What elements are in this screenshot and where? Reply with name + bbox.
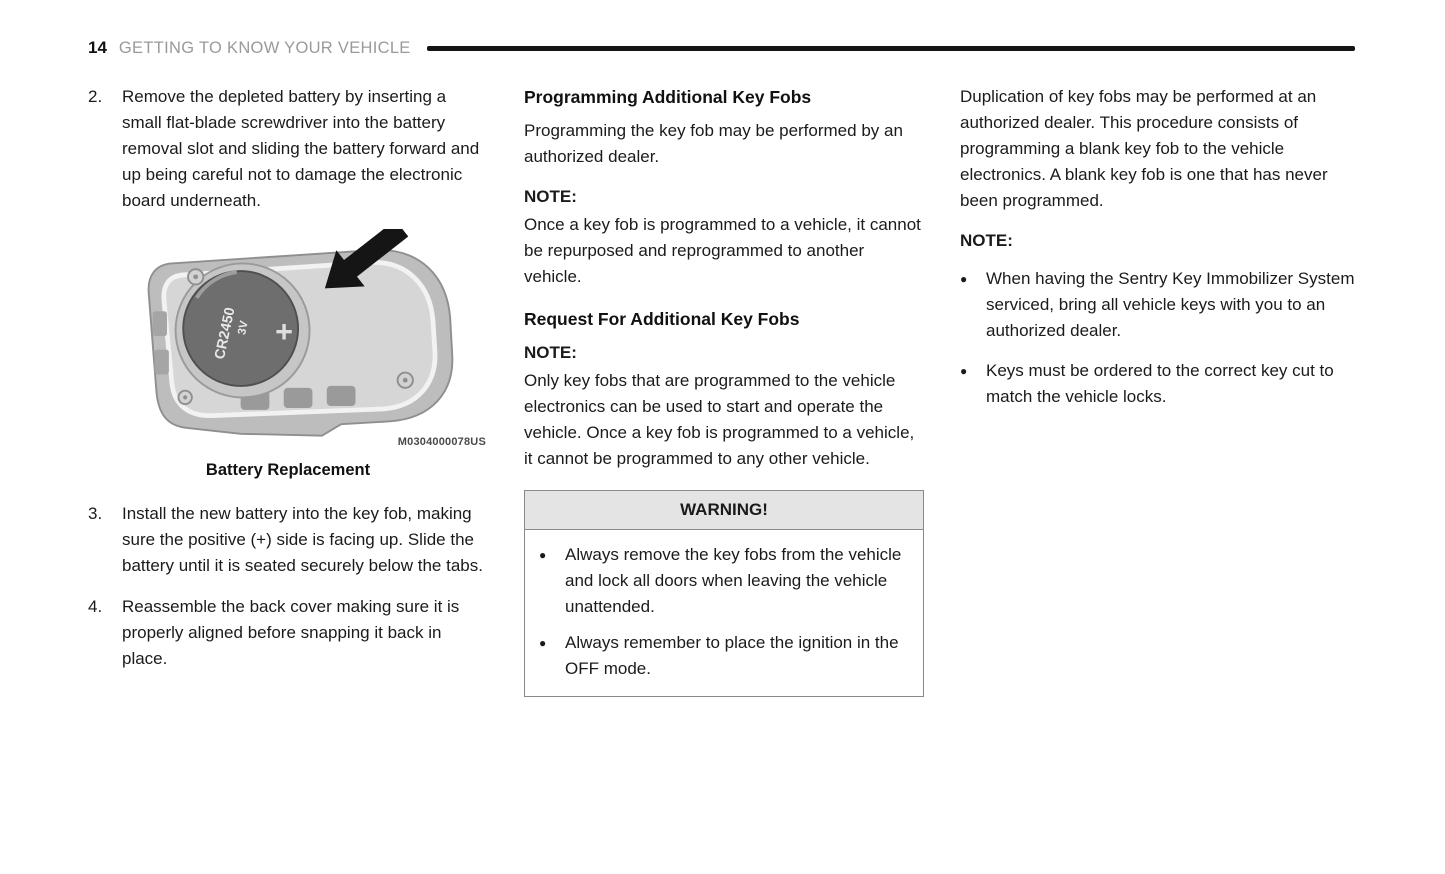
page-number: 14 bbox=[88, 38, 107, 57]
step-2 bbox=[88, 84, 488, 214]
bullet-icon bbox=[960, 358, 986, 410]
fob-vent-slot bbox=[326, 386, 355, 406]
heading-request-additional-key-fobs: Request For Additional Key Fobs bbox=[524, 309, 800, 329]
warning-title: WARNING! bbox=[525, 491, 923, 530]
note-label: NOTE: bbox=[524, 187, 577, 206]
note-bullet-item bbox=[960, 266, 1360, 344]
warning-box bbox=[524, 490, 924, 697]
programming-paragraph: Programming the key fob may be performed by an authorized dealer. bbox=[524, 121, 903, 166]
warning-body bbox=[525, 530, 923, 696]
step-4 bbox=[88, 594, 488, 672]
middle-column bbox=[524, 84, 924, 697]
screw-icon bbox=[178, 391, 191, 404]
page-header bbox=[88, 38, 1355, 58]
warning-bullet-item bbox=[539, 630, 909, 682]
step-3-text: Install the new battery into the key fob, making sure the positive (+) side is facing up. Slide the battery until it is seated securely below the tabs. bbox=[122, 504, 483, 575]
fob-side-tab bbox=[152, 311, 166, 336]
chapter-title: GETTING TO KNOW YOUR VEHICLE bbox=[118, 38, 411, 57]
note-bullet-list bbox=[960, 266, 1360, 410]
note-label: NOTE: bbox=[960, 231, 1013, 250]
note-label: NOTE: bbox=[524, 343, 577, 362]
left-column bbox=[88, 84, 488, 697]
note-bullet-text: Keys must be ordered to the correct key cut to match the vehicle locks. bbox=[986, 361, 1334, 406]
fob-vent-slot bbox=[283, 388, 312, 408]
bullet-icon bbox=[539, 542, 565, 620]
step-3 bbox=[88, 501, 488, 579]
bullet-icon bbox=[960, 266, 986, 344]
battery-replacement-figure bbox=[88, 229, 488, 483]
figure-caption: Battery Replacement bbox=[205, 461, 371, 479]
warning-bullet-text: Always remember to place the ignition in the OFF mode. bbox=[565, 633, 899, 678]
step-2-number: 2. bbox=[88, 87, 103, 106]
note-text: Once a key fob is programmed to a vehicle, it cannot be repurposed and reprogrammed to another vehicle. bbox=[524, 215, 921, 286]
screw-icon bbox=[188, 269, 203, 284]
battery-voltage-label: 3V bbox=[235, 319, 251, 337]
duplication-paragraph: Duplication of key fobs may be performed at an authorized dealer. This procedure consists of programming a blank key fob to the vehicle electronics. A blank key fob is one that has never been programmed. bbox=[960, 87, 1328, 210]
bullet-icon bbox=[539, 630, 565, 682]
page-columns bbox=[88, 84, 1360, 697]
note-bullet-text: When having the Sentry Key Immobilizer System serviced, bring all vehicle keys with you to an authorized dealer. bbox=[986, 269, 1355, 340]
warning-bullet-text: Always remove the key fobs from the vehicle and lock all doors when leaving the vehicle unattended. bbox=[565, 545, 902, 616]
warning-bullet-item bbox=[539, 542, 909, 620]
heading-programming-additional-key-fobs: Programming Additional Key Fobs bbox=[524, 87, 812, 107]
step-3-number: 3. bbox=[88, 504, 103, 523]
battery-plus-label: + bbox=[274, 314, 293, 349]
note-bullet-item bbox=[960, 358, 1360, 410]
screw-icon bbox=[397, 373, 412, 388]
battery-model-label: CR2450 bbox=[211, 306, 239, 361]
note-text: Only key fobs that are programmed to the vehicle electronics can be used to start and operate the vehicle. Once a key fob is programmed to a vehicle, it cannot be programmed to any other vehicle. bbox=[524, 371, 915, 468]
step-4-number: 4. bbox=[88, 597, 103, 616]
header-rule bbox=[427, 46, 1355, 51]
step-4-text: Reassemble the back cover making sure it is properly aligned before snapping it back in place. bbox=[122, 597, 460, 668]
step-2-text: Remove the depleted battery by inserting a small flat-blade screwdriver into the battery removal slot and sliding the battery forward and up being careful not to damage the electronic board underneath. bbox=[122, 87, 480, 210]
key-fob-illustration bbox=[96, 229, 481, 451]
fob-side-tab bbox=[154, 350, 168, 375]
figure-part-code: M0304000078US bbox=[397, 436, 486, 448]
right-column bbox=[960, 84, 1360, 697]
